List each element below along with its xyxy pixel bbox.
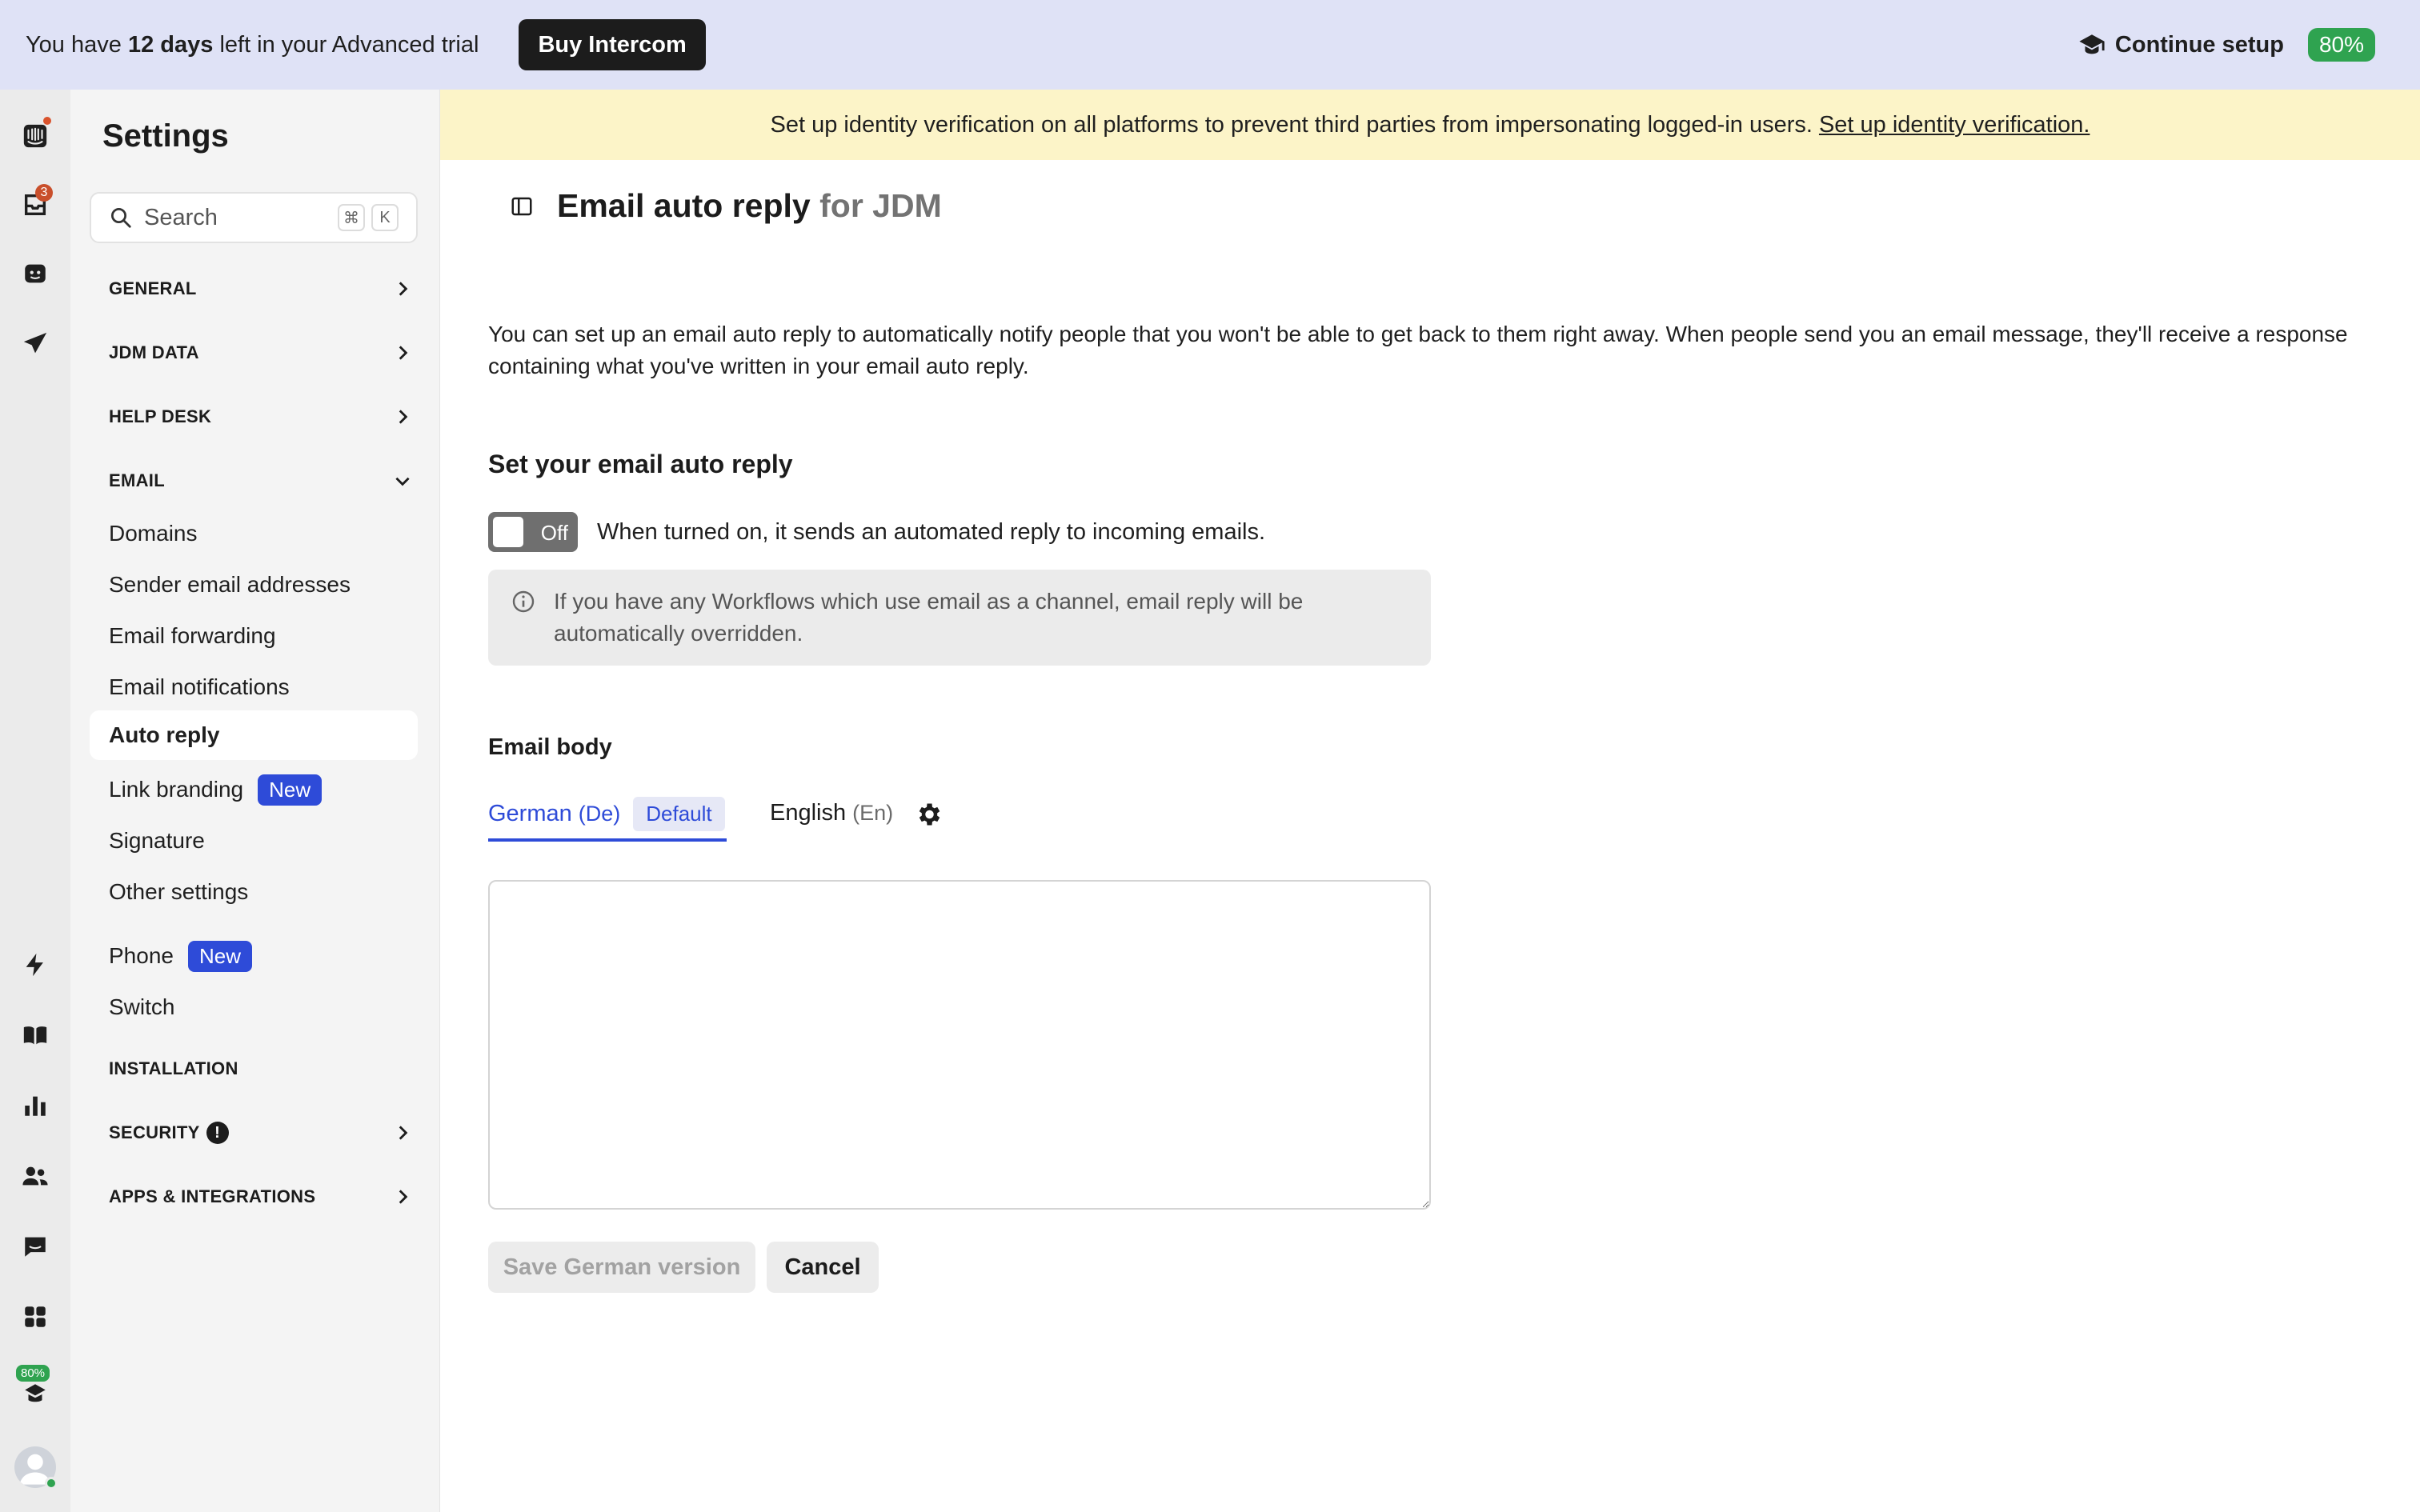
search-shortcut <box>331 204 399 231</box>
fin-bot-icon[interactable] <box>13 251 58 296</box>
default-badge: Default <box>633 797 724 831</box>
info-icon <box>511 589 536 614</box>
sidebar-item-switch[interactable]: Switch <box>109 994 175 1019</box>
toggle-description: When turned on, it sends an automated reply to incoming emails. <box>597 518 1266 545</box>
toggle-state-label: Off <box>540 521 568 545</box>
graduation-cap-icon <box>2078 31 2105 58</box>
tab-language-code: (En) <box>852 800 894 825</box>
section-general[interactable] <box>109 273 413 305</box>
sidebar-search[interactable] <box>90 192 418 243</box>
chevron-right-icon <box>392 1186 413 1207</box>
sidebar-item-label: Link branding <box>109 777 244 802</box>
auto-reply-heading: Set your email auto reply <box>488 450 793 478</box>
section-email-label: EMAIL <box>109 470 165 490</box>
sidebar-toggle-icon[interactable] <box>504 189 539 224</box>
workflow-info-box <box>488 570 1431 666</box>
k-key: K <box>371 204 399 231</box>
sidebar-item-other-settings[interactable]: Other settings <box>109 879 249 904</box>
toggle-knob <box>493 517 523 547</box>
tab-german[interactable] <box>488 789 727 842</box>
apps-grid-icon[interactable] <box>13 1294 58 1339</box>
save-german-version-button[interactable]: Save German version <box>488 1242 755 1293</box>
new-badge: New <box>258 774 322 806</box>
sidebar-item-email-notifications[interactable]: Email notifications <box>109 674 290 699</box>
outbound-send-icon[interactable] <box>13 322 58 366</box>
section-jdm-data-label: JDM DATA <box>109 342 199 362</box>
intro-text: You can set up an email auto reply to automatically notify people that you won't be able to get back to them right away. When people send you an email message, they'll receive a response containing what you've written in your email auto reply. <box>488 322 2348 378</box>
setup-progress-mini-badge: 80% <box>16 1365 50 1382</box>
tab-language: English <box>770 799 847 826</box>
auto-reply-toggle[interactable] <box>488 512 578 552</box>
user-avatar[interactable] <box>14 1446 56 1488</box>
trial-suffix: left in your Advanced trial <box>219 31 479 58</box>
cmd-key: ⌘ <box>338 204 365 231</box>
buy-intercom-button[interactable]: Buy Intercom <box>519 19 705 70</box>
sidebar-item-phone[interactable] <box>90 931 418 981</box>
section-installation[interactable] <box>109 1053 413 1085</box>
sidebar-item-domains[interactable]: Domains <box>109 521 198 546</box>
new-badge: New <box>188 941 252 972</box>
trial-days: 12 days <box>127 31 214 58</box>
section-email[interactable] <box>109 465 413 497</box>
search-icon <box>109 206 133 230</box>
sidebar-item-auto-reply[interactable]: Auto reply <box>90 710 418 760</box>
section-apps-integrations[interactable] <box>109 1181 413 1213</box>
email-body-editor[interactable] <box>488 880 1431 1210</box>
identity-verification-link[interactable]: Set up identity verification. <box>1818 111 2090 138</box>
notice-text: Set up identity verification on all platforms to prevent third parties from impersonating logged-in users. <box>770 111 1813 138</box>
messages-chat-icon[interactable] <box>13 1224 58 1269</box>
notification-dot <box>43 117 51 125</box>
sidebar-item-signature[interactable]: Signature <box>109 828 205 853</box>
trial-prefix: You have <box>26 31 122 58</box>
section-general-label: GENERAL <box>109 278 197 298</box>
section-security-label: SECURITY <box>109 1122 200 1142</box>
page-title-workspace: for JDM <box>819 187 942 224</box>
continue-setup-link[interactable] <box>2078 31 2284 58</box>
setup-guide-icon[interactable] <box>13 1366 58 1411</box>
section-security[interactable] <box>109 1117 413 1149</box>
knowledge-book-icon[interactable] <box>13 1013 58 1058</box>
online-status-dot <box>45 1477 58 1490</box>
inbox-count-badge: 3 <box>35 184 53 202</box>
sidebar-item-sender-email-addresses[interactable]: Sender email addresses <box>109 572 351 597</box>
alert-icon: ! <box>206 1122 229 1144</box>
chevron-right-icon <box>392 342 413 363</box>
tab-language-code: (De) <box>578 801 621 826</box>
chevron-right-icon <box>392 1122 413 1143</box>
identity-verification-notice <box>440 90 2420 160</box>
sidebar-item-label: Phone <box>109 943 174 968</box>
section-installation-label: INSTALLATION <box>109 1058 238 1078</box>
page-header <box>504 187 942 225</box>
tab-english[interactable] <box>770 789 893 837</box>
search-input[interactable] <box>144 205 320 231</box>
main-panel <box>440 90 2420 1512</box>
tab-language: German <box>488 800 572 826</box>
intercom-logo-icon[interactable] <box>13 114 58 158</box>
contacts-people-icon[interactable] <box>13 1154 58 1198</box>
language-settings-gear-icon[interactable] <box>914 800 943 829</box>
settings-sidebar <box>70 90 440 1512</box>
trial-message <box>26 32 479 58</box>
chevron-right-icon <box>392 278 413 299</box>
reports-chart-icon[interactable] <box>13 1083 58 1128</box>
chevron-right-icon <box>392 406 413 427</box>
sidebar-item-link-branding[interactable] <box>90 765 418 814</box>
sidebar-item-email-forwarding[interactable]: Email forwarding <box>109 623 276 648</box>
info-text: If you have any Workflows which use email as a channel, email reply will be automatically overridden. <box>554 589 1304 646</box>
sidebar-title: Settings <box>102 118 229 154</box>
app-rail <box>0 90 70 1512</box>
trial-banner <box>0 0 2420 90</box>
page-title-main: Email auto reply <box>557 187 811 224</box>
inbox-icon[interactable] <box>13 182 58 227</box>
continue-setup-label: Continue setup <box>2114 31 2284 58</box>
cancel-button[interactable]: Cancel <box>767 1242 879 1293</box>
auto-reply-toggle-row <box>488 512 1265 552</box>
page-title <box>557 187 942 225</box>
automation-bolt-icon[interactable] <box>13 942 58 987</box>
section-help-desk-label: HELP DESK <box>109 406 212 426</box>
chevron-down-icon <box>392 470 413 491</box>
setup-progress-badge: 80% <box>2308 28 2375 62</box>
section-apps-label: APPS & INTEGRATIONS <box>109 1186 316 1206</box>
section-jdm-data[interactable] <box>109 337 413 369</box>
email-body-heading: Email body <box>488 734 612 760</box>
section-help-desk[interactable] <box>109 401 413 433</box>
